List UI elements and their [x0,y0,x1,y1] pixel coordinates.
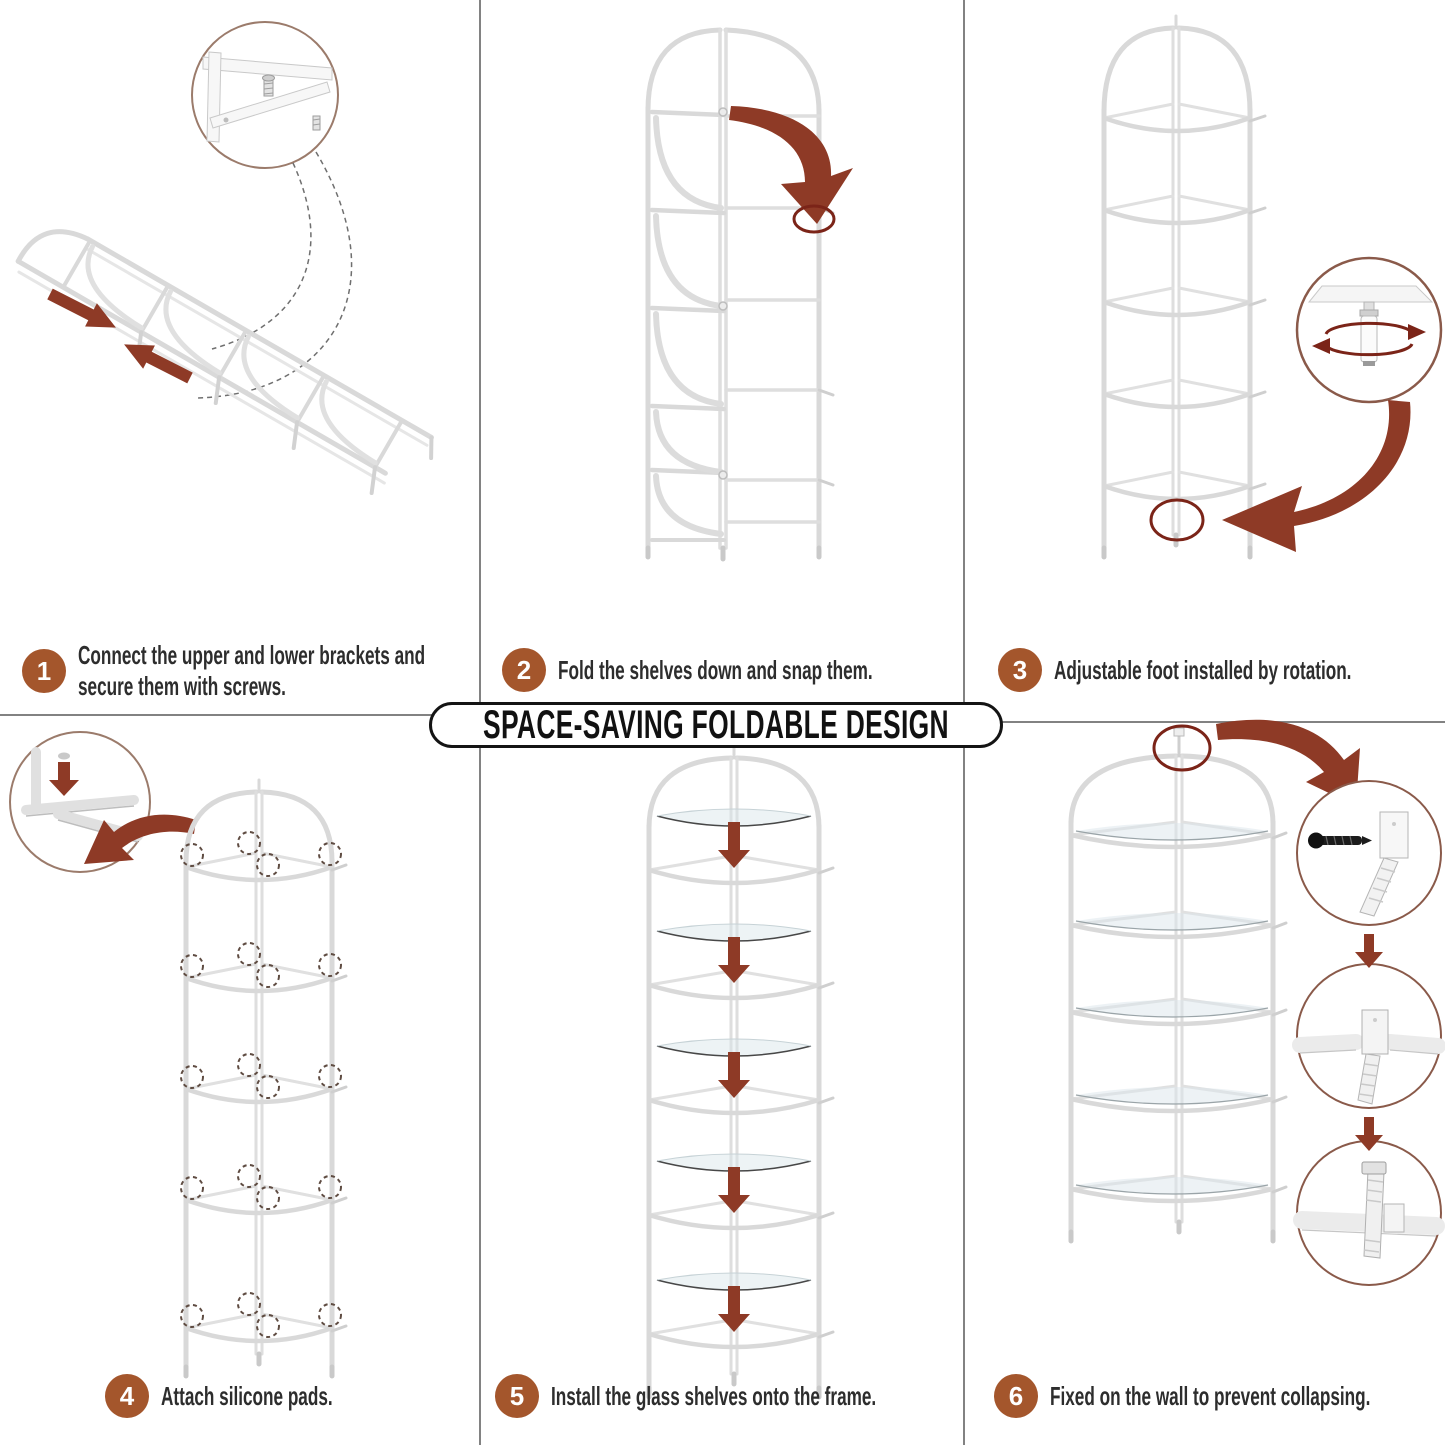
step3-panel [964,0,1445,712]
step6-caption-text: Fixed on the wall to prevent collapsing. [1050,1380,1371,1411]
strap-fixed-circle [1297,1141,1441,1285]
step4-panel [0,712,480,1445]
section-banner-text: SPACE-SAVING FOLDABLE DESIGN [483,702,949,747]
screw-small-icon [313,116,320,130]
step1-caption-text: Connect the upper and lower brackets and secure them with screws. [78,640,426,701]
step6-caption [994,1374,1445,1418]
silicone-pad-magnifier-icon [10,732,150,872]
glass-shelves-installed [1076,823,1268,1194]
section-banner [429,702,1003,748]
step2-illustration [481,0,963,712]
step2-panel [481,0,963,712]
step6-panel [964,712,1445,1445]
wall-anchor-parts-circle [1297,781,1441,925]
step2-number-badge: 2 [502,648,546,692]
leader-dashed-lines [196,152,352,398]
open-frame [649,746,833,1397]
adjustable-foot-magnifier-icon [1297,258,1441,402]
step1-number-badge: 1 [22,649,66,693]
bracket-on-tube-circle [1297,964,1441,1108]
step4-illustration [0,712,480,1445]
step3-caption [998,648,1445,692]
step6-number-badge: 6 [994,1374,1038,1418]
assembled-corner-frame [1104,16,1265,557]
frame-with-pad-marks [186,780,346,1376]
finished-shelf-frame [1071,728,1286,1241]
step2-caption-text: Fold the shelves down and snap them. [558,654,873,685]
step1-illustration [0,0,480,712]
step4-number-badge: 4 [105,1374,149,1418]
step5-panel [481,712,963,1445]
screw-icon [263,75,275,96]
step4-caption [105,1374,421,1418]
step3-number-badge: 3 [998,648,1042,692]
folded-rack [6,214,440,510]
step5-caption [495,1374,1044,1418]
step5-illustration [481,712,963,1445]
bracket-detail-magnifier-icon [192,22,338,168]
step5-caption-text: Install the glass shelves onto the frame. [551,1380,877,1411]
step3-caption-text: Adjustable foot installed by rotation. [1054,654,1352,685]
step4-caption-text: Attach silicone pads. [161,1380,333,1411]
step1-panel [0,0,480,712]
step6-illustration [964,712,1445,1445]
step3-illustration [964,0,1445,712]
step5-number-badge: 5 [495,1374,539,1418]
install-down-arrows-icon [718,822,750,1332]
step2-caption [502,648,1035,692]
